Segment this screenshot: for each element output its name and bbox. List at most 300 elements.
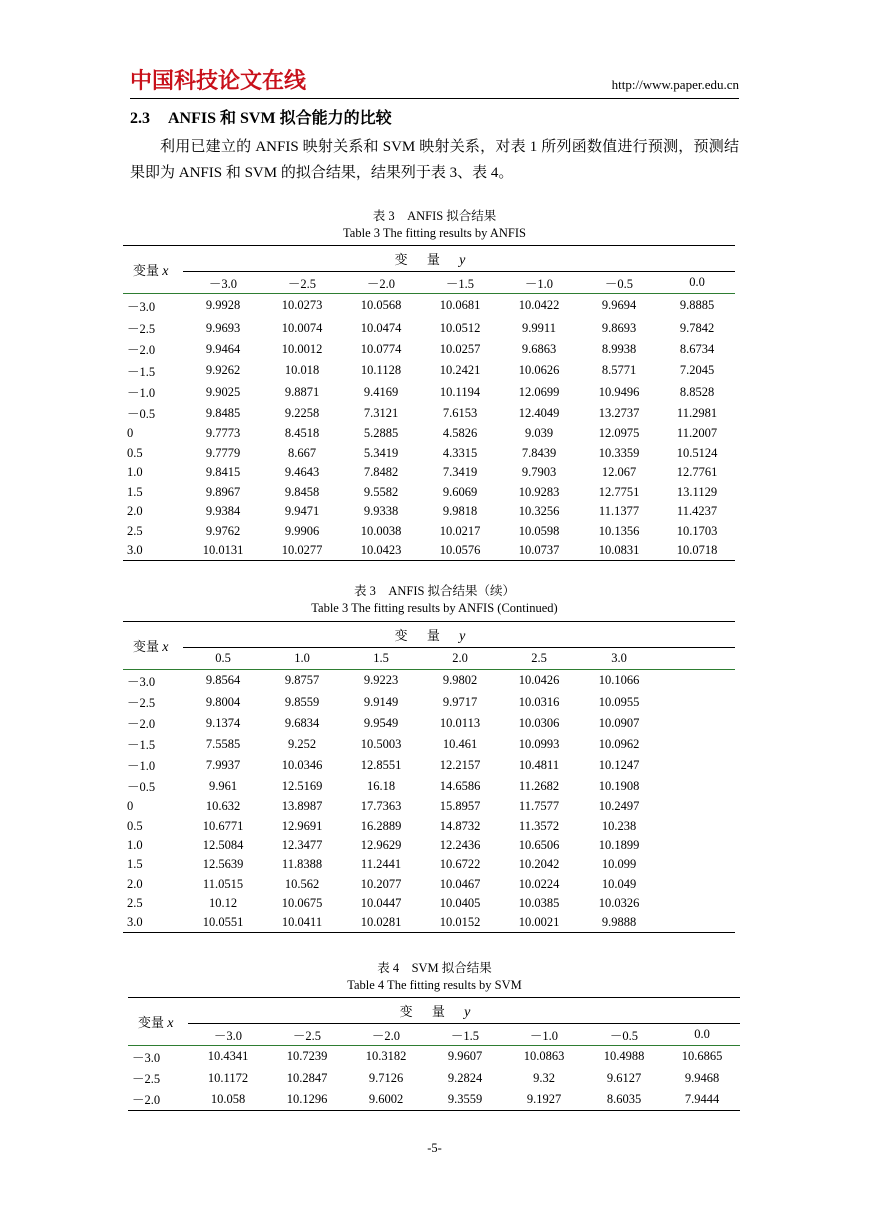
table-cell: 10.1066 (598, 673, 640, 688)
row-header-cell: －0.5 (127, 780, 156, 794)
table-column-header-row (123, 272, 735, 294)
table-cell: 10.0474 (360, 320, 402, 335)
table-cell: 10.0907 (598, 715, 640, 730)
table-cell: 9.2258 (284, 405, 320, 420)
table-column-header-row (123, 648, 735, 670)
table-row (123, 797, 735, 817)
column-header: －2.5 (268, 1024, 346, 1046)
table-cell: 9.8485 (205, 405, 241, 420)
section-title: ANFIS 和 SVM 拟合能力的比较 (168, 110, 392, 127)
table-cell: 10.1908 (598, 778, 640, 793)
table-cell: 10.2497 (598, 799, 640, 813)
table-caption-cn: 表 3 ANFIS 拟合结果（续） (353, 584, 516, 598)
table-row (123, 360, 735, 382)
row-header-cell: －2.5 (127, 696, 156, 710)
table-caption-en: Table 3 The fitting results by ANFIS (Continued) (311, 601, 558, 615)
table-caption-cn: 表 4 SVM 拟合结果 (377, 961, 492, 975)
column-variable-label (183, 246, 735, 272)
row-header-cell: 2.5 (127, 523, 143, 538)
column-header: 2.5 (499, 648, 579, 670)
table-cell: 8.9938 (601, 341, 637, 356)
table-cell: 9.9025 (205, 384, 241, 399)
table-cell: 11.8388 (281, 857, 323, 871)
table-cell: 8.667 (287, 445, 317, 460)
data-table (123, 621, 735, 933)
table-cell: 13.1129 (676, 484, 718, 499)
row-header-cell: －1.0 (127, 386, 156, 400)
row-header-cell: 2.0 (127, 504, 143, 518)
table-cell: 12.0699 (518, 384, 560, 399)
table-cell: 8.8528 (679, 384, 715, 399)
table-cell: 11.2007 (676, 426, 718, 440)
var-y-text: 变 量 y (394, 627, 474, 644)
table-cell: 10.0774 (360, 341, 402, 356)
column-header (659, 648, 735, 670)
table-cell: 9.7842 (679, 320, 715, 335)
row-header-cell: 0 (127, 799, 134, 813)
table-cell: 10.4811 (518, 757, 560, 772)
table-cell: 12.7751 (598, 484, 640, 499)
table-cell (659, 734, 735, 755)
row-header-cell: 1.0 (127, 465, 143, 479)
page-header (130, 70, 739, 99)
table-cell: 14.6586 (439, 778, 481, 793)
table-cell: 10.0113 (439, 715, 481, 730)
table-cell: 10.1356 (598, 523, 640, 538)
row-header-cell: －0.5 (127, 407, 156, 421)
column-header: 3.0 (579, 648, 659, 670)
column-header: －2.0 (341, 272, 421, 294)
table-cell: 9.7773 (205, 426, 241, 440)
table-cell: 10.0576 (421, 541, 499, 561)
table-cell: 10.0467 (439, 876, 481, 891)
table-cell: 9.9762 (205, 523, 241, 538)
table-cell: 10.0551 (183, 913, 263, 933)
table-row (123, 483, 735, 502)
table-cell: 9.9717 (442, 694, 478, 709)
table-cell: 13.2737 (598, 405, 640, 420)
var-x-text: 变量 x (133, 638, 169, 655)
table-cell: 10.0281 (341, 913, 421, 933)
table-cell: 8.6035 (584, 1089, 664, 1111)
table-cell: 9.32 (533, 1070, 555, 1085)
table-cell: 10.5003 (360, 736, 402, 751)
var-y-text: 变 量 y (399, 1003, 479, 1020)
table-cell: 10.049 (601, 876, 637, 891)
table-cell: 10.0737 (499, 541, 579, 561)
table-cell: 10.0568 (360, 298, 402, 313)
table-cell (659, 836, 735, 855)
row-header-cell: －3.0 (132, 1050, 161, 1065)
table-row (128, 1068, 740, 1089)
column-header: －1.0 (499, 272, 579, 294)
table-cell: 10.0411 (263, 913, 341, 933)
table-cell: 10.0718 (659, 541, 735, 561)
table-cell: 10.2077 (360, 876, 402, 891)
table-cell: 12.9629 (360, 837, 402, 852)
table-cell: 10.0626 (518, 363, 560, 377)
table-cell: 9.9223 (363, 673, 399, 688)
table-cell: 10.0038 (360, 523, 402, 538)
table-row (128, 1089, 740, 1111)
table-cell: 9.6002 (346, 1089, 426, 1111)
table-cell: 9.9549 (363, 715, 399, 730)
table-cell (659, 875, 735, 894)
table-cell: 9.4643 (284, 465, 320, 479)
row-header-cell: 1.0 (127, 837, 143, 852)
table-cell: 10.1128 (360, 363, 402, 377)
table-row (123, 502, 735, 522)
table-cell: 10.3256 (518, 504, 560, 518)
table-cell: 9.8415 (205, 465, 241, 479)
table-cell: 10.5124 (676, 445, 718, 460)
table-cell: 10.018 (284, 363, 320, 377)
table-cell: 9.9468 (684, 1070, 720, 1085)
table-cell: 9.252 (287, 736, 317, 751)
column-header: 1.5 (341, 648, 421, 670)
table-cell: 10.461 (442, 736, 478, 751)
table-cell: 10.0326 (598, 895, 640, 910)
site-logo: 中国科技论文在线 (130, 69, 307, 94)
table-cell: 8.4518 (284, 426, 320, 440)
table-cell: 10.0346 (281, 757, 323, 772)
table-row (123, 382, 735, 403)
table-cell: 13.8987 (281, 799, 323, 813)
table-cell: 9.9384 (205, 504, 241, 518)
table-cell: 9.961 (208, 778, 238, 793)
table-cell: 10.1899 (598, 837, 640, 852)
table-cell: 9.8004 (205, 694, 241, 709)
column-variable-label (183, 622, 735, 648)
table-cell: 9.8564 (205, 673, 241, 688)
table-row (128, 1046, 740, 1068)
table-cell: 9.9906 (284, 523, 320, 538)
table-cell: 10.9496 (598, 384, 640, 399)
table-cell: 12.3477 (281, 837, 323, 852)
table-cell (659, 797, 735, 817)
table-cell: 12.4049 (518, 405, 560, 420)
table-cell: 9.6069 (442, 484, 478, 499)
table-caption-en: Table 4 The fitting results by SVM (347, 978, 522, 992)
table-cell: 9.039 (524, 426, 554, 440)
table-cell: 12.5084 (202, 837, 244, 852)
table-cell: 8.6734 (679, 341, 715, 356)
table-cell: 10.0426 (518, 673, 560, 688)
column-header: －0.5 (584, 1024, 664, 1046)
table-cell: 9.8885 (679, 298, 715, 313)
row-header-cell: －1.5 (127, 364, 156, 379)
table-cell: 7.3419 (442, 465, 478, 479)
table-cell: 10.0273 (281, 298, 323, 313)
table-row (123, 522, 735, 541)
table-cell: 9.9818 (442, 504, 478, 518)
table-cell: 10.7239 (286, 1049, 328, 1064)
table-cell: 12.9691 (281, 818, 323, 833)
table-header-row (128, 998, 740, 1024)
table-cell: 9.9338 (363, 504, 399, 518)
data-table (128, 997, 740, 1111)
table-row (123, 713, 735, 734)
table-cell: 11.1377 (598, 504, 640, 518)
table-cell: 9.1374 (205, 715, 241, 730)
table-cell: 9.5582 (363, 484, 399, 499)
table-cell: 9.3559 (426, 1089, 504, 1111)
column-header: －1.0 (504, 1024, 584, 1046)
table-row (123, 776, 735, 797)
table-cell: 9.9694 (601, 298, 637, 313)
column-header: －0.5 (579, 272, 659, 294)
table-cell: 10.0831 (579, 541, 659, 561)
table-row (123, 855, 735, 875)
table-cell: 9.9262 (205, 363, 241, 377)
table-cell: 10.099 (601, 857, 637, 871)
table-cell: 10.0405 (439, 895, 481, 910)
row-header-cell: －2.0 (127, 717, 156, 731)
table-cell (659, 894, 735, 913)
table-cell: 9.2824 (447, 1070, 483, 1085)
table-cell: 10.0993 (518, 736, 560, 751)
table-row (123, 424, 735, 444)
row-header-cell: 0.5 (127, 818, 143, 833)
row-header-cell: 3.0 (123, 541, 183, 561)
column-header: －1.5 (426, 1024, 504, 1046)
table-cell: 9.1927 (504, 1089, 584, 1111)
column-header: 2.0 (421, 648, 499, 670)
table-cell: 11.2981 (676, 405, 718, 420)
row-header-cell: －2.5 (132, 1072, 161, 1086)
table-cell: 11.2682 (518, 778, 560, 793)
table-cell: 12.8551 (360, 757, 402, 772)
table-cell: 9.8458 (284, 484, 320, 499)
table-cell (659, 713, 735, 734)
row-header-cell: －3.0 (127, 299, 156, 314)
site-url[interactable]: http://www.paper.edu.cn (611, 77, 739, 92)
body-paragraph: 利用已建立的 ANFIS 映射关系和 SVM 映射关系，对表 1 所列函数值进行预测，预测结果即为 ANFIS 和 SVM 的拟合结果，结果列于表 3、表 4。 (130, 139, 739, 181)
table-cell: 9.9607 (447, 1049, 483, 1064)
table-cell: 10.0224 (518, 876, 560, 891)
table-cell: 10.632 (205, 799, 241, 813)
table-cell: 4.3315 (442, 445, 478, 460)
table-row (123, 318, 735, 339)
table-cell: 7.2045 (679, 363, 715, 377)
table-cell: 12.067 (601, 465, 637, 479)
table-cell: 10.0306 (518, 715, 560, 730)
table-cell: 12.5639 (202, 857, 244, 871)
table-cell: 7.9937 (205, 757, 241, 772)
table-cell: 10.0422 (518, 298, 560, 313)
table-cell: 10.0512 (439, 320, 481, 335)
table-cell (659, 670, 735, 692)
column-header: 0.0 (664, 1024, 740, 1046)
row-header-cell: 3.0 (123, 913, 183, 933)
table-header-row (123, 246, 735, 272)
table-row (123, 875, 735, 894)
table-cell: 10.0021 (499, 913, 579, 933)
table-cell: 10.0447 (360, 895, 402, 910)
table-cell: 10.9283 (518, 484, 560, 499)
table-row (123, 836, 735, 855)
column-header: －2.0 (346, 1024, 426, 1046)
row-header-cell: 2.0 (127, 876, 143, 891)
section-number: 2.3 (130, 110, 150, 127)
row-header-cell: －3.0 (127, 674, 156, 689)
table-cell: 10.0012 (281, 341, 323, 356)
var-x-text: 变量 x (138, 1014, 174, 1031)
table-cell: 16.18 (366, 778, 396, 793)
table-cell: 10.1296 (268, 1089, 346, 1111)
table-cell: 9.8871 (284, 384, 320, 399)
table-cell: 9.6834 (284, 715, 320, 730)
row-header-cell: 1.5 (127, 857, 143, 871)
table-cell: 11.7577 (518, 799, 560, 813)
column-variable-label (188, 998, 740, 1024)
table-cell: 9.6127 (606, 1070, 642, 1085)
table-cell: 7.6153 (442, 405, 478, 420)
table-cell (659, 776, 735, 797)
column-header: 0.5 (183, 648, 263, 670)
table-cell: 10.4341 (207, 1049, 249, 1064)
table-cell (659, 817, 735, 836)
table-cell: 10.0152 (421, 913, 499, 933)
table-cell: 9.8757 (284, 673, 320, 688)
table-row (123, 403, 735, 424)
table-cell: 10.6771 (202, 818, 244, 833)
column-header: －3.0 (188, 1024, 268, 1046)
table-cell: 9.9149 (363, 694, 399, 709)
table-cell: 12.2157 (439, 757, 481, 772)
table-cell: 15.8957 (439, 799, 481, 813)
table-cell: 4.5826 (442, 426, 478, 440)
table-cell: 10.0598 (518, 523, 560, 538)
table-cell: 9.9464 (205, 341, 241, 356)
row-header-cell: －1.0 (127, 759, 156, 773)
table-cell: 10.562 (284, 876, 320, 891)
row-header-cell: 0.5 (127, 445, 143, 460)
table-cell: 9.9693 (205, 320, 241, 335)
table-cell: 11.2441 (360, 857, 402, 871)
table-cell: 10.2847 (286, 1070, 328, 1085)
table-cell: 12.5169 (281, 778, 323, 793)
table-cell: 9.8693 (601, 320, 637, 335)
table-cell: 10.3182 (365, 1049, 407, 1064)
table-row (123, 692, 735, 713)
page-number: -5- (427, 1141, 442, 1155)
column-header: －1.5 (421, 272, 499, 294)
table-cell: 9.6863 (521, 341, 557, 356)
table-cell: 10.0257 (439, 341, 481, 356)
table-cell (659, 755, 735, 776)
table-cell: 10.0675 (281, 895, 323, 910)
table-cell: 10.2042 (518, 857, 560, 871)
table-cell: 9.9888 (579, 913, 659, 933)
table-cell: 7.5585 (205, 736, 241, 751)
table-cell: 10.058 (188, 1089, 268, 1111)
table-row (123, 444, 735, 463)
table-cell: 7.3121 (363, 405, 399, 420)
table-cell: 17.7363 (360, 799, 402, 813)
table-cell: 10.0863 (523, 1049, 565, 1064)
table-cell: 10.12 (208, 895, 238, 910)
row-header-cell: －2.0 (127, 343, 156, 357)
table-cell: 9.7126 (368, 1070, 404, 1085)
table-cell (659, 913, 735, 933)
table-caption-en: Table 3 The fitting results by ANFIS (343, 226, 526, 240)
table-row (123, 913, 735, 933)
table-cell (659, 692, 735, 713)
table-cell: 9.9802 (442, 673, 478, 688)
table-cell: 10.1172 (207, 1070, 249, 1085)
table-cell: 10.0962 (598, 736, 640, 751)
table-cell: 8.5771 (601, 363, 637, 377)
column-header: 1.0 (263, 648, 341, 670)
table-cell: 5.3419 (363, 445, 399, 460)
table-cell: 9.8559 (284, 694, 320, 709)
column-header: 0.0 (659, 272, 735, 294)
table-cell: 11.3572 (518, 818, 560, 833)
section-heading (130, 105, 392, 128)
table-cell: 7.8439 (521, 445, 557, 460)
table-row (123, 817, 735, 836)
row-header-cell: 0 (127, 426, 134, 440)
table-cell: 10.1247 (598, 757, 640, 772)
table-cell: 10.0423 (341, 541, 421, 561)
table-cell: 10.0385 (518, 895, 560, 910)
row-header-cell: －2.0 (128, 1089, 188, 1111)
table-cell: 12.2436 (439, 837, 481, 852)
row-variable-label (128, 998, 188, 1046)
table-cell: 10.2421 (439, 363, 481, 377)
table-cell: 9.7779 (205, 445, 241, 460)
table-cell: 10.3359 (598, 445, 640, 460)
table-cell: 12.7761 (676, 465, 718, 479)
row-header-cell: 1.5 (127, 484, 143, 499)
table-row (123, 541, 735, 561)
row-header-cell: 2.5 (127, 895, 143, 910)
table-row (123, 294, 735, 318)
var-x-text: 变量 x (133, 262, 169, 279)
table-cell: 9.9928 (205, 298, 241, 313)
table-row (123, 670, 735, 692)
table-cell: 10.6722 (439, 857, 481, 871)
table-cell: 10.6865 (681, 1049, 723, 1064)
table-row (123, 734, 735, 755)
table-header-row (123, 622, 735, 648)
table-cell: 9.4169 (363, 384, 399, 399)
table-cell: 10.4988 (603, 1049, 645, 1064)
table-row (123, 894, 735, 913)
table-cell: 10.238 (601, 818, 637, 833)
table-cell: 11.4237 (676, 504, 718, 518)
table-cell: 10.0955 (598, 694, 640, 709)
table-cell: 10.0217 (439, 523, 481, 538)
table-cell: 10.0277 (263, 541, 341, 561)
var-y-text: 变 量 y (394, 251, 474, 268)
table-cell: 9.9471 (284, 504, 320, 518)
table-cell: 10.0074 (281, 320, 323, 335)
table-cell: 9.9911 (522, 320, 556, 335)
table-cell: 10.0131 (183, 541, 263, 561)
table-row (123, 339, 735, 360)
table-cell: 7.9444 (664, 1089, 740, 1111)
table-cell: 5.2885 (363, 426, 399, 440)
table-column-header-row (128, 1024, 740, 1046)
table-caption-cn: 表 3 ANFIS 拟合结果 (372, 209, 497, 223)
table-cell: 10.1194 (439, 384, 481, 399)
row-header-cell: －1.5 (127, 738, 156, 752)
table-cell: 11.0515 (202, 876, 244, 891)
table-cell: 16.2889 (360, 818, 402, 833)
data-table (123, 245, 735, 561)
